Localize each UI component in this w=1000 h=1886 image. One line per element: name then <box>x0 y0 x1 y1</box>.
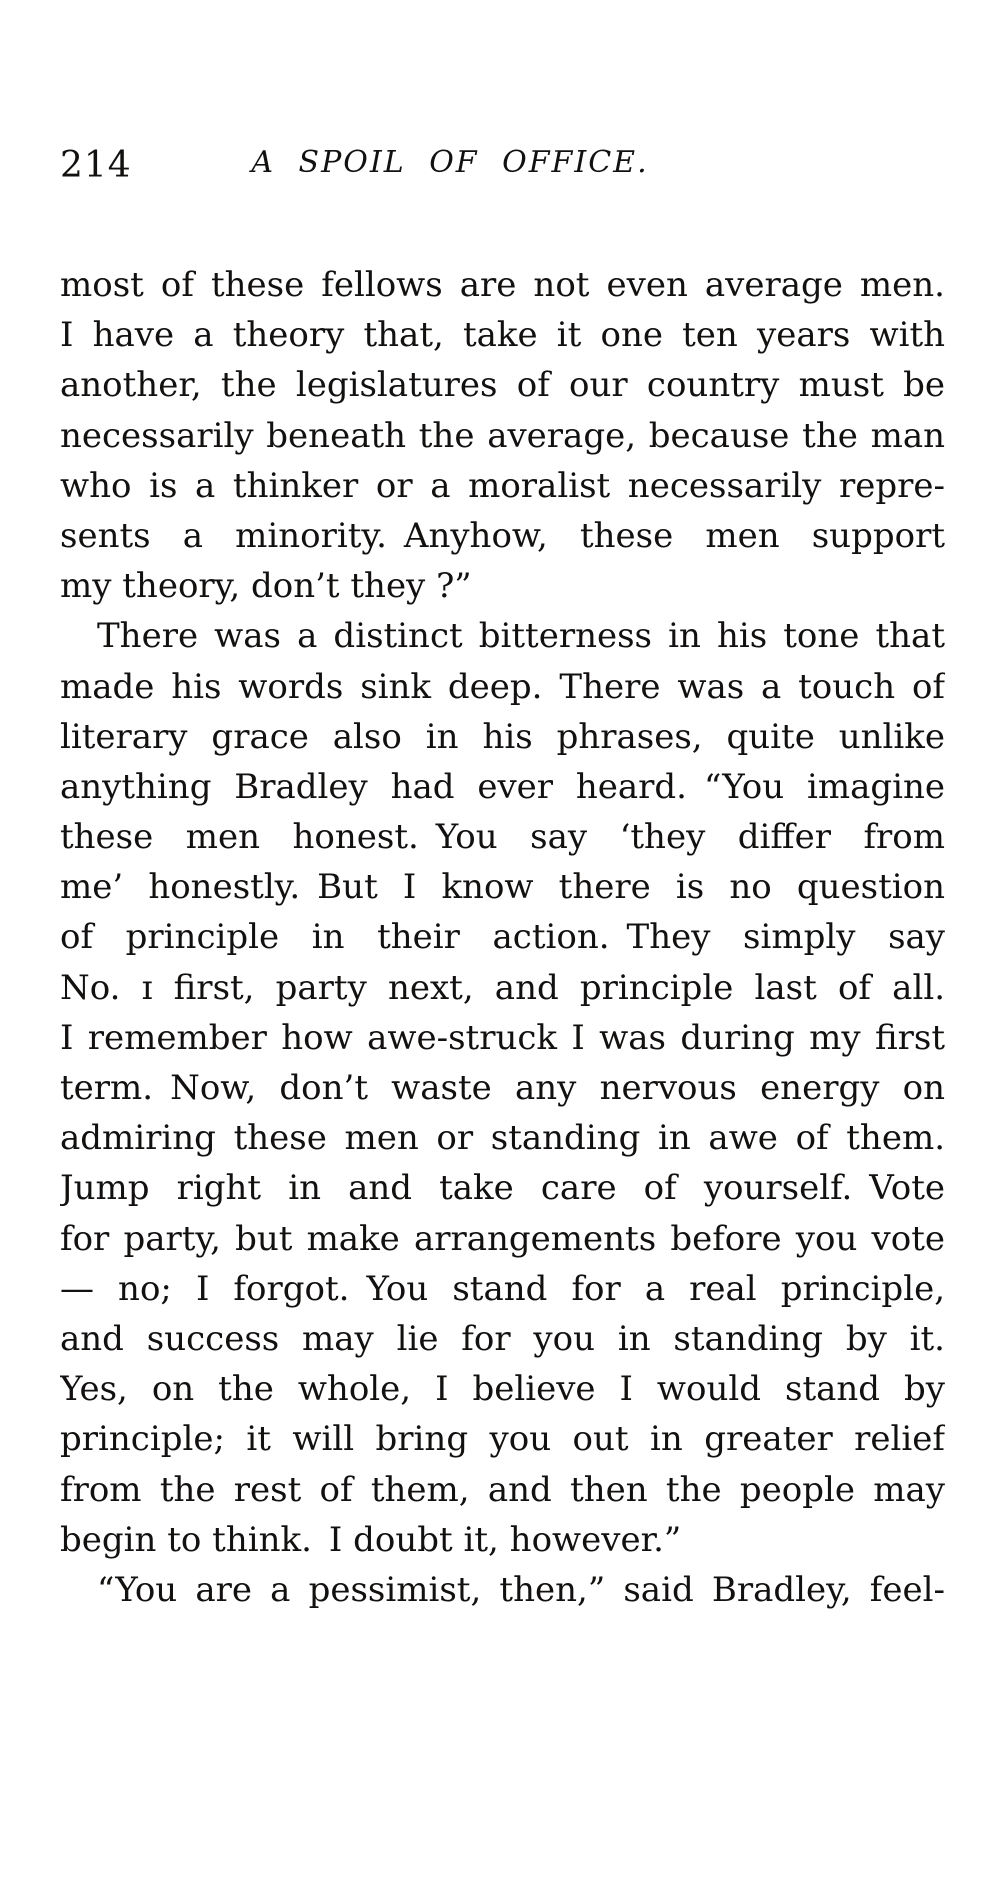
page-header <box>60 144 945 190</box>
text-line: term. Now, don’t waste any nervous energy on <box>60 1068 945 1108</box>
text-line: my theory, don’t they ?” <box>60 566 472 607</box>
text-line: these men honest. You say ‘they differ from <box>60 817 945 858</box>
text-line: Jump right in and take care of yourself. Vote <box>60 1168 945 1209</box>
text-line: who is a thinker or a moralist necessarily repre- <box>60 465 945 506</box>
running-title: A SPOIL OF OFFICE. <box>251 145 649 180</box>
text-line: I remember how awe-struck I was during my first <box>60 1017 945 1058</box>
text-line: literary grace also in his phrases, quite unlike <box>60 716 945 757</box>
text-line: sents a minority. Anyhow, these men support <box>60 515 945 556</box>
text-line: necessarily beneath the average, because the man <box>60 415 945 456</box>
text-line: me’ honestly. But I know there is no question <box>60 867 945 908</box>
text-line: for party, but make arrangements before you vote <box>60 1218 945 1259</box>
text-line: of principle in their action. They simply say <box>60 917 945 958</box>
text-line: most of these fellows are not even average men. <box>60 265 945 305</box>
text-line: principle; it will bring you out in greater relief <box>60 1419 945 1460</box>
text-line: made his words sink deep. There was a touch of <box>60 666 945 707</box>
page-number: 214 <box>60 145 132 186</box>
text-line: admiring these men or standing in awe of them. <box>60 1118 945 1159</box>
text-line: I have a theory that, take it one ten years with <box>60 315 945 356</box>
text-line: anything Bradley had ever heard. “You imagine <box>60 766 945 807</box>
text-line: There was a distinct bitterness in his tone that <box>97 616 945 657</box>
text-line: No. ɪ first, party next, and principle last of all. <box>60 967 945 1008</box>
text-line: “You are a pessimist, then,” said Bradley, feel- <box>97 1569 945 1610</box>
text-line: another, the legislatures of our country must be <box>60 365 945 406</box>
body-text <box>60 260 945 1615</box>
text-line: — no; I forgot. You stand for a real principle, <box>60 1268 945 1309</box>
text-line: and success may lie for you in standing by it. <box>60 1318 945 1359</box>
text-line: from the rest of them, and then the people may <box>60 1469 945 1510</box>
text-line: begin to think. I doubt it, however.” <box>60 1519 682 1560</box>
text-line: Yes, on the whole, I believe I would stand by <box>60 1369 945 1410</box>
